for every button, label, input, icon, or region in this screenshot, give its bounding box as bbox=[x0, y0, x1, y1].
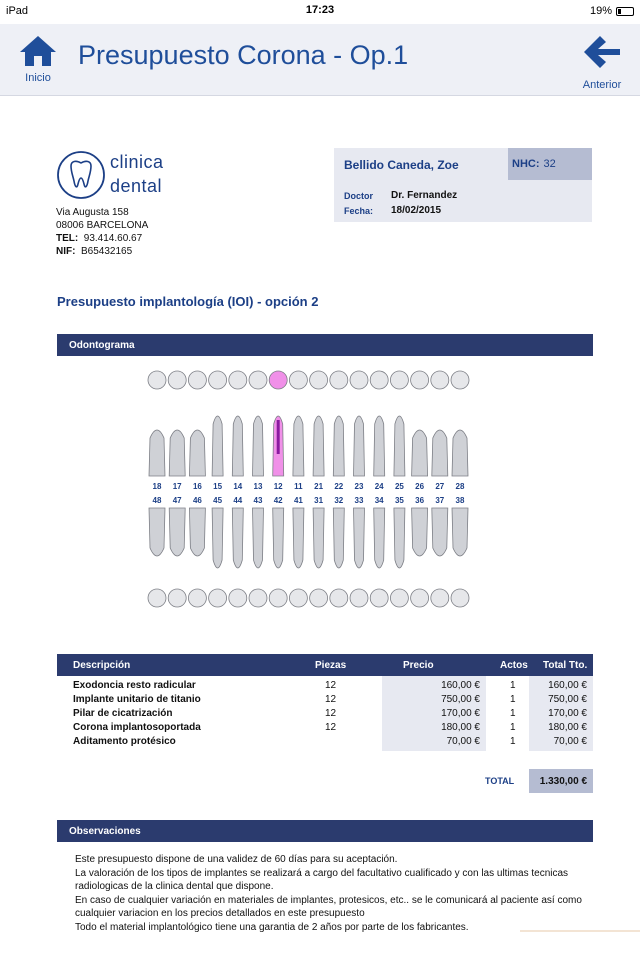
upper-occlusal-tooth[interactable] bbox=[330, 371, 348, 389]
upper-occlusal-tooth[interactable] bbox=[431, 371, 449, 389]
upper-tooth-28[interactable] bbox=[452, 430, 468, 476]
tooth-number: 25 bbox=[394, 482, 404, 491]
row-acts: 1 bbox=[510, 694, 516, 705]
nif-label: NIF: bbox=[56, 246, 76, 257]
row-description: Pilar de cicatrización bbox=[73, 708, 173, 719]
clinic-name-1: clinica bbox=[110, 152, 164, 172]
nhc-box bbox=[508, 148, 592, 180]
lower-occlusal-tooth[interactable] bbox=[350, 589, 368, 607]
upper-tooth-21[interactable] bbox=[313, 416, 324, 476]
table-row bbox=[57, 679, 593, 693]
upper-occlusal-tooth[interactable] bbox=[289, 371, 307, 389]
row-total: 170,00 € bbox=[548, 708, 587, 719]
home-icon bbox=[18, 34, 58, 68]
row-pieces: 12 bbox=[325, 680, 337, 691]
upper-tooth-15[interactable] bbox=[212, 416, 223, 476]
tooth-number: 16 bbox=[192, 482, 202, 491]
tooth-number: 36 bbox=[415, 496, 425, 505]
battery-icon bbox=[616, 7, 634, 16]
lower-tooth-41[interactable] bbox=[293, 508, 304, 568]
col-price: Precio bbox=[403, 660, 434, 671]
tel-label: TEL: bbox=[56, 233, 79, 244]
tooth-number: 13 bbox=[253, 482, 263, 491]
status-bar bbox=[0, 0, 640, 24]
lower-occlusal-tooth[interactable] bbox=[188, 589, 206, 607]
row-pieces: 12 bbox=[325, 722, 337, 733]
address-line-2: 08006 BARCELONA bbox=[56, 220, 149, 231]
upper-occlusal-tooth[interactable] bbox=[411, 371, 429, 389]
tooth-number: 26 bbox=[415, 482, 425, 491]
lower-occlusal-tooth[interactable] bbox=[249, 589, 267, 607]
upper-tooth-23[interactable] bbox=[354, 416, 365, 476]
upper-occlusal-tooth[interactable] bbox=[350, 371, 368, 389]
upper-tooth-26[interactable] bbox=[412, 430, 428, 476]
lower-tooth-33[interactable] bbox=[354, 508, 365, 568]
clinic-nif bbox=[56, 245, 148, 258]
row-total: 160,00 € bbox=[548, 680, 587, 691]
tooth-number: 45 bbox=[213, 496, 223, 505]
patient-name: Bellido Caneda, Zoe bbox=[344, 158, 459, 172]
lower-tooth-35[interactable] bbox=[394, 508, 405, 568]
row-price: 750,00 € bbox=[441, 694, 480, 705]
tooth-number: 14 bbox=[233, 482, 243, 491]
row-description: Corona implantosoportada bbox=[73, 722, 201, 733]
tooth-number: 22 bbox=[334, 482, 344, 491]
observation-line: Este presupuesto dispone de una validez de 60 días para su aceptación. bbox=[75, 854, 398, 865]
lower-tooth-31[interactable] bbox=[313, 508, 324, 568]
upper-tooth-22[interactable] bbox=[333, 416, 344, 476]
upper-tooth-17[interactable] bbox=[169, 430, 185, 476]
upper-occlusal-tooth[interactable] bbox=[168, 371, 186, 389]
lower-occlusal-tooth[interactable] bbox=[431, 589, 449, 607]
upper-occlusal-tooth[interactable] bbox=[229, 371, 247, 389]
row-total: 70,00 € bbox=[553, 736, 587, 747]
tooth-number: 48 bbox=[152, 496, 162, 505]
tooth-number: 38 bbox=[455, 496, 465, 505]
row-price: 70,00 € bbox=[446, 736, 480, 747]
lower-tooth-43[interactable] bbox=[253, 508, 264, 568]
lower-occlusal-tooth[interactable] bbox=[411, 589, 429, 607]
lower-tooth-42[interactable] bbox=[273, 508, 284, 568]
clinic-name-2: dental bbox=[110, 176, 163, 196]
clock: 17:23 bbox=[305, 4, 335, 16]
lower-occlusal-tooth[interactable] bbox=[370, 589, 388, 607]
observations-text bbox=[75, 853, 585, 934]
nhc-label: NHC: bbox=[512, 158, 540, 170]
table-row bbox=[57, 735, 593, 749]
upper-tooth-14[interactable] bbox=[232, 416, 243, 476]
home-button[interactable] bbox=[14, 34, 62, 94]
tel-value: 93.414.60.67 bbox=[83, 233, 143, 244]
battery-percent: 19% bbox=[589, 5, 612, 17]
odontogram bbox=[57, 358, 593, 618]
upper-tooth-27[interactable] bbox=[432, 430, 448, 476]
row-total: 180,00 € bbox=[548, 722, 587, 733]
lower-tooth-34[interactable] bbox=[374, 508, 385, 568]
odontogram-header: Odontograma bbox=[57, 334, 593, 356]
total-row bbox=[57, 769, 593, 793]
lower-tooth-32[interactable] bbox=[333, 508, 344, 568]
row-total: 750,00 € bbox=[548, 694, 587, 705]
lower-occlusal-tooth[interactable] bbox=[229, 589, 247, 607]
upper-occlusal-tooth[interactable] bbox=[148, 371, 166, 389]
date-value: 18/02/2015 bbox=[391, 205, 442, 216]
upper-occlusal-tooth[interactable] bbox=[188, 371, 206, 389]
col-pieces: Piezas bbox=[315, 660, 347, 671]
tooth-number: 24 bbox=[374, 482, 384, 491]
tooth-number: 27 bbox=[435, 482, 445, 491]
upper-tooth-13[interactable] bbox=[253, 416, 264, 476]
lower-tooth-37[interactable] bbox=[432, 508, 448, 556]
nif-value: B65432165 bbox=[81, 246, 133, 257]
tooth-number: 43 bbox=[253, 496, 263, 505]
clinic-address bbox=[56, 206, 148, 258]
lower-occlusal-tooth[interactable] bbox=[168, 589, 186, 607]
col-total: Total Tto. bbox=[543, 660, 588, 671]
back-label: Anterior bbox=[582, 79, 622, 91]
row-description: Aditamento protésico bbox=[73, 736, 176, 747]
table-row bbox=[57, 707, 593, 721]
patient-box bbox=[334, 148, 592, 222]
lower-occlusal-tooth[interactable] bbox=[310, 589, 328, 607]
clinic-info bbox=[56, 150, 296, 260]
row-pieces: 12 bbox=[325, 708, 337, 719]
lower-occlusal-tooth[interactable] bbox=[451, 589, 469, 607]
observation-line: En caso de cualquier variación en materiales de implantes, protesicos, etc.. se le comunicará al paciente así como bbox=[75, 894, 582, 906]
lower-tooth-46[interactable] bbox=[189, 508, 205, 556]
tooth-number: 31 bbox=[314, 496, 324, 505]
upper-tooth-25[interactable] bbox=[394, 416, 405, 476]
address-line-1: Via Augusta 158 bbox=[56, 207, 129, 218]
lower-tooth-36[interactable] bbox=[412, 508, 428, 556]
home-label: Inicio bbox=[25, 72, 51, 84]
lower-occlusal-tooth[interactable] bbox=[289, 589, 307, 607]
back-button[interactable] bbox=[574, 34, 630, 94]
doctor-label: Doctor bbox=[344, 191, 373, 201]
lower-tooth-47[interactable] bbox=[169, 508, 185, 556]
upper-occlusal-tooth[interactable] bbox=[310, 371, 328, 389]
tooth-number: 21 bbox=[314, 482, 324, 491]
tooth-number: 47 bbox=[172, 496, 182, 505]
tooth-number: 44 bbox=[233, 496, 243, 505]
upper-occlusal-tooth[interactable] bbox=[370, 371, 388, 389]
arrow-left-icon bbox=[582, 34, 622, 70]
nav-bar bbox=[0, 24, 640, 96]
row-acts: 1 bbox=[510, 708, 516, 719]
lower-tooth-45[interactable] bbox=[212, 508, 223, 568]
clinic-logo-text bbox=[110, 150, 164, 198]
row-price: 160,00 € bbox=[441, 680, 480, 691]
upper-occlusal-tooth[interactable] bbox=[209, 371, 227, 389]
observation-line: Todo el material implantológico tiene una garantia de 2 años por parte de los fabricantes. bbox=[75, 921, 469, 933]
tooth-number: 37 bbox=[435, 496, 445, 505]
row-description: Implante unitario de titanio bbox=[73, 694, 201, 705]
row-pieces: 12 bbox=[325, 694, 337, 705]
lower-tooth-44[interactable] bbox=[232, 508, 243, 568]
observation-line: cualquier variacion en los precios detallados en este presupuesto bbox=[75, 908, 365, 919]
tooth-number: 46 bbox=[192, 496, 202, 505]
tooth-number: 41 bbox=[293, 496, 303, 505]
tooth-number: 11 bbox=[294, 482, 303, 491]
observation-line: radiologicas de la clinica dental que dispone. bbox=[75, 881, 274, 892]
tooth-number: 23 bbox=[354, 482, 364, 491]
upper-occlusal-tooth[interactable] bbox=[390, 371, 408, 389]
device-name: iPad bbox=[6, 5, 29, 17]
upper-occlusal-tooth[interactable] bbox=[451, 371, 469, 389]
budget-table bbox=[57, 654, 593, 793]
tooth-number: 34 bbox=[374, 496, 384, 505]
table-row bbox=[57, 721, 593, 735]
row-price: 170,00 € bbox=[441, 708, 480, 719]
lower-occlusal-tooth[interactable] bbox=[148, 589, 166, 607]
lower-occlusal-tooth[interactable] bbox=[330, 589, 348, 607]
clinic-phone bbox=[56, 232, 148, 245]
lower-occlusal-tooth[interactable] bbox=[269, 589, 287, 607]
tooth-number: 35 bbox=[394, 496, 404, 505]
upper-tooth-24[interactable] bbox=[374, 416, 385, 476]
upper-tooth-18[interactable] bbox=[149, 430, 165, 476]
tooth-number: 33 bbox=[354, 496, 364, 505]
col-description: Descripción bbox=[73, 660, 131, 671]
tooth-number: 12 bbox=[273, 482, 283, 491]
lower-tooth-38[interactable] bbox=[452, 508, 468, 556]
budget-title: Presupuesto implantología (IOI) - opción 2 bbox=[57, 294, 319, 309]
upper-occlusal-tooth[interactable] bbox=[249, 371, 267, 389]
nhc-value: 32 bbox=[543, 158, 556, 170]
tooth-number: 15 bbox=[213, 482, 223, 491]
table-row bbox=[57, 693, 593, 707]
lower-tooth-48[interactable] bbox=[149, 508, 165, 556]
row-acts: 1 bbox=[510, 722, 516, 733]
tooth-logo-icon bbox=[56, 150, 106, 200]
tooth-number: 17 bbox=[172, 482, 182, 491]
observations-header: Observaciones bbox=[57, 820, 593, 842]
row-acts: 1 bbox=[510, 736, 516, 747]
tooth-number: 42 bbox=[273, 496, 283, 505]
row-description: Exodoncia resto radicular bbox=[73, 680, 196, 691]
tooth-number: 32 bbox=[334, 496, 344, 505]
date-label: Fecha: bbox=[344, 206, 374, 216]
lower-occlusal-tooth[interactable] bbox=[209, 589, 227, 607]
upper-occlusal-tooth[interactable] bbox=[269, 371, 287, 389]
table-header bbox=[57, 654, 593, 676]
odontogram-chart[interactable] bbox=[57, 358, 593, 618]
tooth-number: 28 bbox=[455, 482, 465, 491]
tooth-number: 18 bbox=[152, 482, 162, 491]
col-acts: Actos bbox=[500, 660, 528, 671]
row-price: 180,00 € bbox=[441, 722, 480, 733]
lower-occlusal-tooth[interactable] bbox=[390, 589, 408, 607]
table-body bbox=[57, 676, 593, 749]
page-edge bbox=[520, 930, 640, 932]
total-value: 1.330,00 € bbox=[529, 769, 593, 793]
upper-tooth-16[interactable] bbox=[189, 430, 205, 476]
total-label: TOTAL bbox=[485, 776, 515, 786]
observation-line: La valoración de los tipos de implantes se realizará a cargo del facultativo cualificado y con las ultimas tecnicas bbox=[75, 867, 569, 879]
row-acts: 1 bbox=[510, 680, 516, 691]
upper-tooth-11[interactable] bbox=[293, 416, 304, 476]
doctor-value: Dr. Fernandez bbox=[391, 190, 458, 201]
page-title: Presupuesto Corona - Op.1 bbox=[78, 40, 409, 70]
